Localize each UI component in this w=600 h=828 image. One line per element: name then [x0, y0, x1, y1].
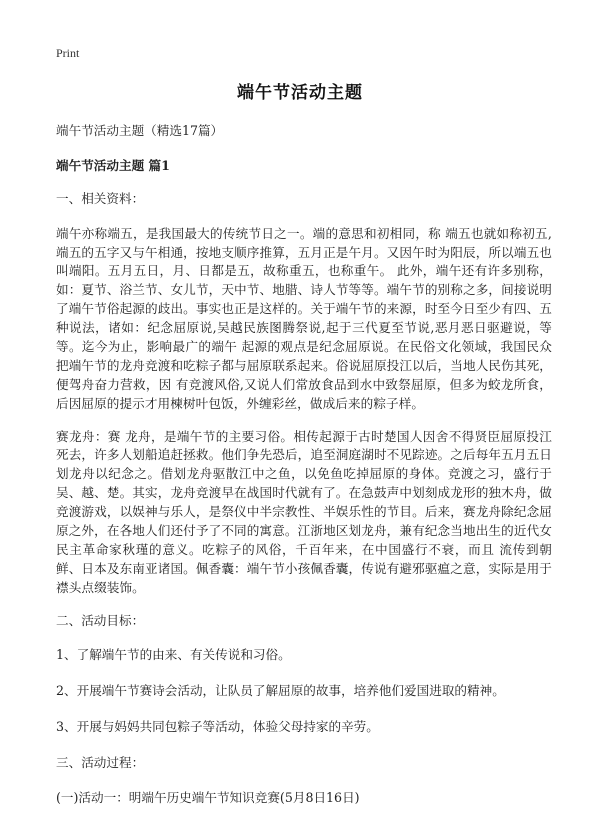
section-heading-goals: 二、活动目标： [56, 612, 145, 628]
activity-item-1: (一)活动一：明端午历史端午节知识竞赛(5月8日16日) [56, 790, 360, 806]
section-heading-materials: 一、相关资料： [56, 190, 145, 206]
paragraph-dragon-boat: 赛龙舟：赛 龙舟，是端午节的主要习俗。相传起源于古时楚国人因舍不得贤臣屈原投江死去，许多人划船追赶拯救。他们争先恐后，追至洞庭湖时不见踪迹。之后每年五月五日 划龙舟以纪念之。借划龙舟驱散江中之鱼，以免鱼吃掉屈原的身体。竞渡之习，盛行于吴、越、楚。其实，龙舟竞渡早在战国时代就有了。在急鼓声中划刻成龙形的独木舟，做竞渡游戏，以娱神与乐人，是祭仪中半宗教性、半娱乐性的节目。后来，赛龙舟除纪念屈 原之外，在各地人们还付予了不同的寓意。江浙地区划龙舟，兼有纪念当地出生的近代女民主革命家秋瑾的意义。吃粽子的风俗，千百年来，在中国盛行不衰，而且 流传到朝鲜、日本及东南亚诸国。佩香囊：端午节小孩佩香囊，传说有避邪驱瘟之意，实际是用于襟头点缀装饰。 [56, 428, 552, 595]
document-title: 端午节活动主题 [237, 83, 363, 103]
print-link[interactable]: Print [56, 46, 80, 60]
document-subtitle: 端午节活动主题（精选17篇） [56, 123, 224, 138]
goal-item-3: 3、开展与妈妈共同包粽子等活动，体验父母持家的辛劳。 [56, 719, 379, 735]
article-heading: 端午节活动主题 篇1 [56, 157, 170, 173]
goal-item-2: 2、开展端午节赛诗会活动，让队员了解屈原的故事，培养他们爱国进取的精神。 [56, 683, 505, 699]
goal-item-1: 1、了解端午节的由来、有关传说和习俗。 [56, 647, 291, 663]
paragraph-origin: 端午亦称端五，是我国最大的传统节日之一。端的意思和初相同，称 端五也就如称初五,端五的五字又与午相通，按地支顺序推算，五月正是午月。又因午时为阳辰，所以端五也叫端阳。五月五日，月、日都是五，故称重五，也称重午。 此外，端午还有许多别称，如：夏节、浴兰节、女儿节，天中节、地腊、诗人节等等。端午节的别称之多，间接说明了端午节俗起源的歧出。事实也正是这样的。关于端午节的来源，时至今日至少有四、五种说法，诸如：纪念屈原说,吴越民族图腾祭说,起于三代夏至节说,恶月恶日驱避说，等等。迄今为止，影响最广的端午 起源的观点是纪念屈原说。在民俗文化领域，我国民众把端午节的龙舟竞渡和吃粽子都与屈原联系起来。俗说屈原投江以后，当地人民伤其死，便驾舟奋力营救，因 有竞渡风俗,又说人们常放食品到水中致祭屈原，但多为蛟龙所食，后因屈原的提示才用楝树叶包饭，外缠彩丝，做成后来的粽子样。 [56, 225, 552, 411]
document-body [56, 122, 552, 808]
section-heading-process: 三、活动过程： [56, 755, 145, 771]
